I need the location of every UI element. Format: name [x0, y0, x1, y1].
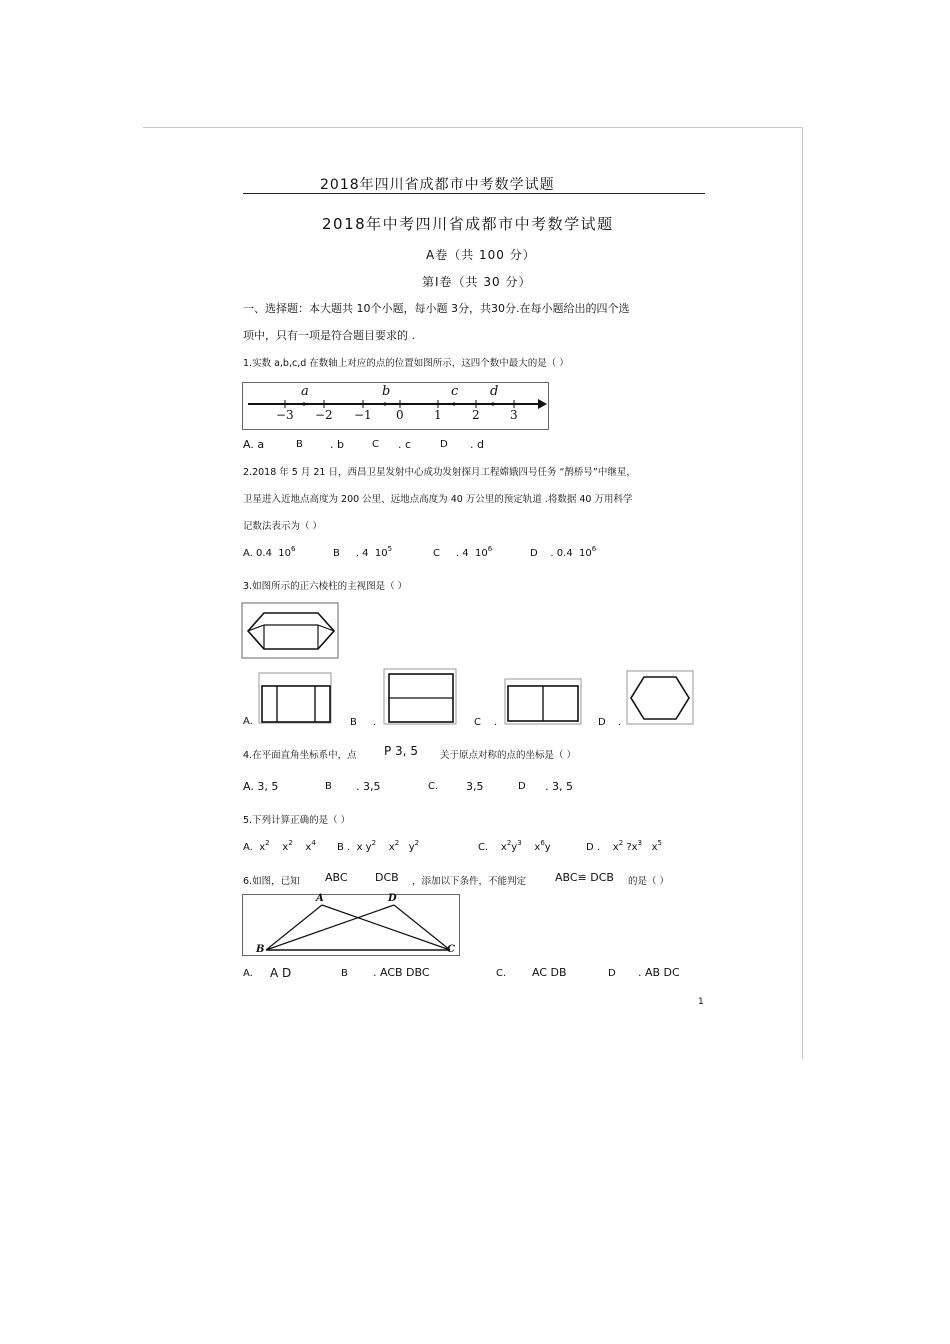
running-title: 2018年四川省成都市中考数学试题 — [320, 177, 555, 193]
q1-option-d-label: D — [440, 439, 448, 450]
q3-stem: 3.如图所示的正六棱柱的主视图是（ ） — [243, 581, 408, 592]
q2-stem-line2: 卫星进入近地点高度为 200 公里、远地点高度为 40 万公里的预定轨道 .将数据 40 万用科学 — [243, 494, 633, 505]
page-frame-top — [143, 127, 803, 128]
q3-option-a-label: A. — [243, 716, 253, 727]
point-label-b: b — [382, 384, 391, 399]
q6-option-d: . AB DC — [638, 966, 680, 979]
q6-option-b-label: B — [341, 968, 348, 979]
q5-option-d: D . $x^2$ $?x^3$ $x^5$ — [586, 839, 662, 853]
q1-option-b: . b — [330, 438, 344, 451]
vertex-label-c: C — [447, 944, 455, 955]
vertex-label-a: A — [316, 893, 324, 904]
tick-label: 1 — [434, 408, 442, 422]
vertex-label-b: B — [256, 944, 265, 955]
point-label-d: d — [490, 384, 499, 399]
q6-triangle-abc: ABC — [325, 871, 348, 884]
tick-label: 2 — [472, 408, 480, 422]
q1-option-d: . d — [470, 438, 484, 451]
q6-congruence: ABC≌ DCB — [555, 871, 614, 884]
q2-option-a: A. 0.4 $10^6$ — [243, 545, 296, 559]
page-title: 2018年中考四川省成都市中考数学试题 — [322, 215, 614, 233]
q6-option-d-label: D — [608, 968, 616, 979]
number-line-arrow — [538, 399, 547, 409]
q6-option-c-label: C. — [496, 968, 507, 979]
q6-stem-post: 的是（ ） — [628, 876, 670, 887]
q3-option-d-label: D — [598, 717, 606, 728]
q1-option-a: A. a — [243, 438, 265, 451]
q4-stem-post: 关于原点对称的点的坐标是（ ） — [440, 750, 577, 761]
q6-stem-mid: ，添加以下条件，不能判定 — [412, 876, 527, 887]
q1-stem: 1.实数 a,b,c,d 在数轴上对应的点的位置如图所示，这四个数中最大的是（ ） — [243, 358, 569, 369]
q1-option-c-label: C — [372, 439, 379, 450]
q3-option-b-dot: . — [373, 717, 377, 728]
q5-stem: 5.下列计算正确的是（ ） — [243, 815, 351, 826]
number-line-figure — [242, 382, 548, 430]
paper-a-heading: A卷（共 100 分） — [426, 248, 536, 262]
page-number: 1 — [698, 997, 704, 1007]
tick-label: 3 — [510, 408, 518, 422]
q4-option-d: . 3, 5 — [545, 780, 573, 793]
q3-option-d-dot: . — [618, 717, 622, 728]
header-rule — [243, 193, 705, 194]
triangles-figure — [242, 894, 460, 956]
q3-option-c-figure — [504, 678, 584, 726]
q3-option-b-figure — [383, 668, 459, 726]
point-label-a: a — [301, 384, 309, 399]
q4-option-d-label: D — [518, 781, 526, 792]
q4-option-b-label: B — [325, 781, 332, 792]
q6-option-a-label: A. — [243, 968, 253, 979]
q3-option-c-dot: . — [494, 717, 498, 728]
q4-point: P 3, 5 — [384, 744, 418, 758]
section-intro-line1: 一、选择题：本大题共 10个小题，每小题 3分，共30分.在每小题给出的四个选 — [243, 302, 630, 315]
q2-option-c: C . 4 $10^6$ — [433, 545, 493, 559]
q3-option-b-label: B — [350, 717, 357, 728]
part-one-heading: 第Ⅰ卷（共 30 分） — [422, 275, 532, 289]
vertex-label-d: D — [388, 893, 397, 904]
q5-option-b: B . x $y^2$ $x^2$ $y^2$ — [337, 839, 420, 853]
q4-option-c: 3,5 — [466, 780, 484, 793]
q4-option-b: . 3,5 — [356, 780, 381, 793]
q5-option-c: C. $x^2y^3$ $x^6y$ — [478, 839, 551, 853]
q3-option-d-figure — [626, 670, 696, 726]
hexagonal-prism-figure — [242, 603, 340, 659]
q6-option-b: . ACB DBC — [373, 966, 430, 979]
tick-label: −2 — [315, 408, 333, 422]
q2-stem-line3: 记数法表示为（ ） — [243, 521, 323, 532]
q6-option-a: A D — [270, 966, 292, 980]
q6-option-c: AC DB — [532, 966, 567, 979]
q5-option-a: A. $x^2$ $x^2$ $x^4$ — [243, 839, 316, 853]
q2-stem-line1: 2.2018 年 5 月 21 日，西昌卫星发射中心成功发射探月工程嫦娥四号任务 “鹊桥号”中继星， — [243, 467, 636, 478]
tick-label: −1 — [354, 408, 372, 422]
q1-option-c: . c — [398, 438, 412, 451]
q4-option-c-label: C. — [428, 781, 439, 792]
q2-option-b: B . 4 $10^5$ — [333, 545, 393, 559]
q6-stem-pre: 6.如图，已知 — [243, 876, 300, 887]
q2-option-d: D . 0.4 $10^6$ — [530, 545, 597, 559]
tick-label: −3 — [276, 408, 294, 422]
q1-option-b-label: B — [296, 439, 303, 450]
page-frame-right — [802, 127, 803, 1059]
point-label-c: c — [451, 384, 459, 399]
section-intro-line2: 项中，只有一项是符合题目要求的 . — [243, 329, 415, 342]
q4-stem-pre: 4.在平面直角坐标系中，点 — [243, 750, 357, 761]
q4-option-a: A. 3, 5 — [243, 780, 279, 793]
tick-label: 0 — [396, 408, 404, 422]
q6-triangle-dcb: DCB — [375, 871, 399, 884]
q3-option-a-figure — [258, 672, 334, 726]
q3-option-c-label: C — [474, 717, 481, 728]
